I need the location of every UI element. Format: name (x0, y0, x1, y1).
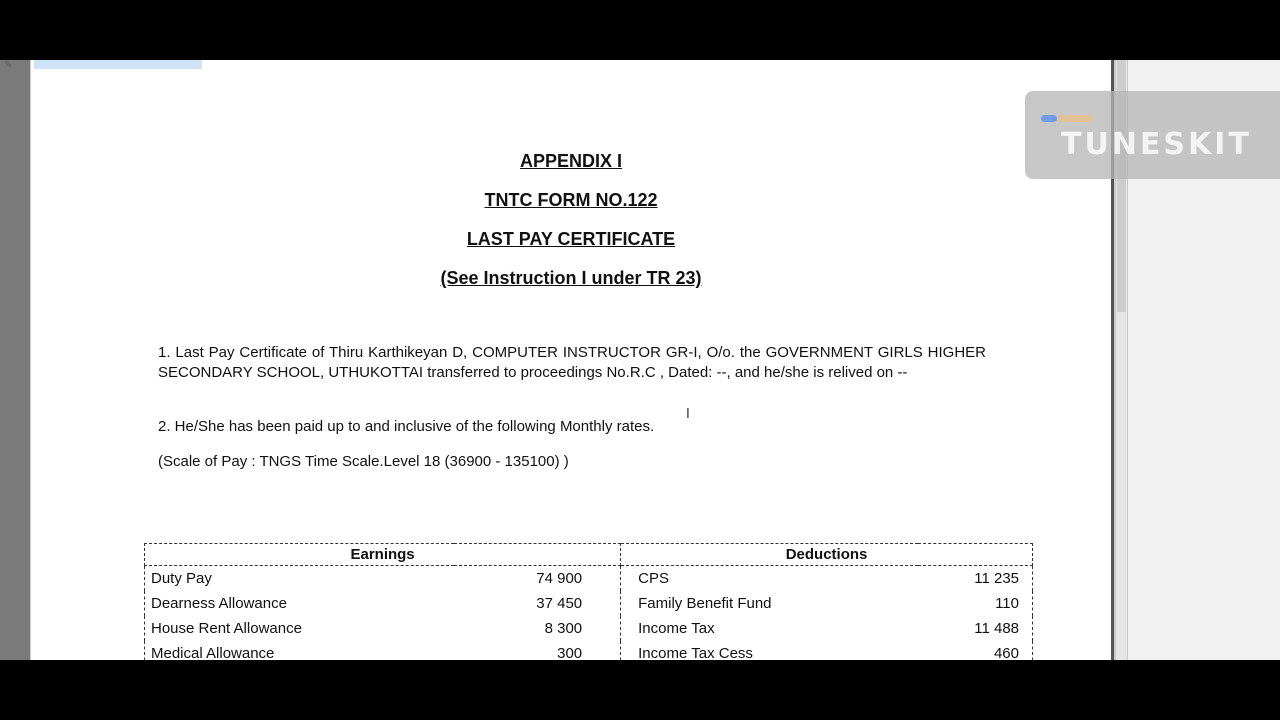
pencil-icon: ✎ (4, 60, 13, 71)
deduction-amount: 460 (918, 641, 1033, 660)
deduction-amount: 11 235 (918, 566, 1033, 592)
logo-bar (1059, 115, 1093, 122)
deduction-name: CPS (621, 566, 918, 592)
deduction-amount: 11 488 (918, 616, 1033, 641)
paragraph-1: 1. Last Pay Certificate of Thiru Karthikeyan D, COMPUTER INSTRUCTOR GR-I, O/o. the GOVERNMENT GIRLS HIGHER SECONDARY SCHOOL, UTHUKOTTAI transferred to proceedings No.R.C , Dated: --, and he/she is relived on -- (158, 344, 986, 381)
deductions-header: Deductions (621, 544, 1033, 566)
table-row (145, 641, 1033, 660)
deduction-name: Income Tax Cess (621, 641, 918, 660)
certificate-title: LAST PAY CERTIFICATE (466, 229, 676, 249)
appendix-heading: APPENDIX I (519, 151, 623, 171)
earning-name: Duty Pay (145, 566, 455, 592)
earning-name: Dearness Allowance (145, 591, 455, 616)
text-selection-highlight (34, 60, 202, 69)
logo-dot (1041, 115, 1057, 122)
table-row (145, 591, 1033, 616)
earning-amount: 74 900 (536, 570, 583, 587)
earning-amount: 37 450 (536, 595, 583, 612)
table-row (145, 616, 1033, 641)
earning-name: Medical Allowance (145, 641, 455, 660)
deduction-name: Family Benefit Fund (621, 591, 918, 616)
form-number-heading: TNTC FORM NO.122 (484, 190, 658, 210)
earning-name: House Rent Allowance (145, 616, 455, 641)
earning-amount: 8 300 (544, 620, 583, 637)
left-gutter (0, 60, 30, 660)
scale-of-pay: (Scale of Pay : TNGS Time Scale.Level 18 (36900 - 135100) ) (158, 453, 569, 470)
table-row (145, 566, 1033, 592)
pay-table (144, 543, 1033, 660)
document-page[interactable] (31, 60, 1111, 660)
instruction-heading: (See Instruction I under TR 23) (440, 268, 702, 288)
earnings-header: Earnings (145, 544, 621, 566)
deduction-amount: 110 (918, 591, 1033, 616)
paragraph-2: 2. He/She has been paid up to and inclusive of the following Monthly rates. (158, 418, 655, 435)
earning-amount: 300 (557, 645, 583, 660)
deduction-name: Income Tax (621, 616, 918, 641)
text-cursor-icon: I (686, 407, 690, 422)
tuneskit-watermark (1025, 91, 1280, 179)
watermark-logo-text: TUNESKIT (1061, 127, 1252, 162)
